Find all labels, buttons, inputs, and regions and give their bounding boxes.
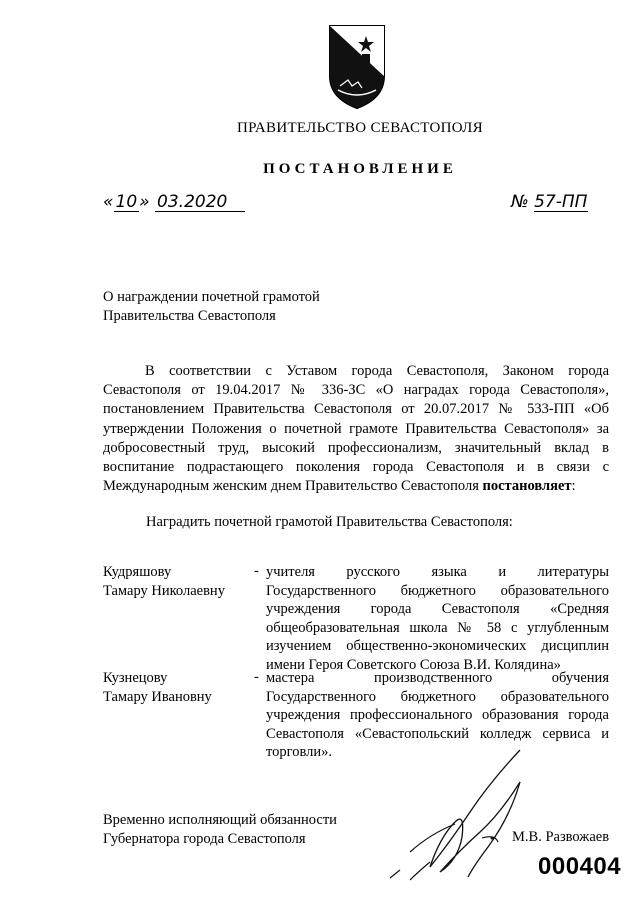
serial-number: 000404: [538, 853, 622, 880]
document-subject: [103, 288, 320, 326]
preamble-text: В соответствии с Уставом города Севастополя, Законом города Севастополя от 19.04.2017 № 336-ЗС «О наградах города Севастополя», постановлением Правительства Севастополя от 20.07.2017 № 533-ПП «Об утверждении Положения о почетной грамоте Правительства Севастополя» за добросовестный труд, высокий профессионализм, значительный вклад в воспитание подрастающего поколения города Севастополя и в связи с Международным женским днем Правительство Севастополя: [103, 363, 609, 495]
sevastopol-coat-of-arms-icon: [326, 24, 388, 110]
awardee-description: учителя русского языка и литературы Государственного бюджетного образовательного учреждения города Севастополя «Средняя общеобразовательная школа № 58 с углубленным изучением общественно-экономических дисциплин имени Героя Советского Союза В.И. Колядина»: [266, 564, 609, 673]
awardee-surname: Кудряшову: [103, 564, 172, 580]
awardee-name: [103, 669, 212, 706]
preamble-paragraph: [103, 362, 609, 496]
awardee-name: [103, 563, 225, 600]
awardee-surname: Кузнецову: [103, 670, 168, 686]
number-prefix: №: [511, 192, 529, 212]
awardee-dash: -: [254, 563, 259, 579]
awardee-dash: -: [254, 669, 259, 685]
handwritten-signature-icon: [370, 742, 540, 887]
signatory-position-line: Губернатора города Севастополя: [103, 831, 306, 847]
awardee-given-name: Тамару Ивановну: [103, 688, 212, 705]
preamble-colon: :: [571, 478, 576, 495]
document-date: « 10 » 03.2020: [103, 192, 245, 212]
subject-line: Правительства Севастополя: [103, 308, 276, 324]
subject-line: О награждении почетной грамотой: [103, 289, 320, 305]
signatory-name: М.В. Развожаев: [512, 829, 610, 845]
document-type: ПОСТАНОВЛЕНИЕ: [263, 161, 457, 177]
government-title: ПРАВИТЕЛЬСТВО СЕВАСТОПОЛЯ: [237, 120, 483, 136]
signatory-position: [103, 811, 337, 849]
signatory-position-line: Временно исполняющий обязанности: [103, 812, 337, 828]
awardee-given-name: Тамару Николаевну: [103, 582, 225, 599]
awardee-description: мастера производственного обучения Государственного бюджетного образовательного учреждения профессионального образования города Севастополя «Севастопольский колледж сервиса и торговли».: [266, 670, 609, 760]
resolution-word: постановляет: [482, 478, 572, 495]
number-value: 57-ПП: [534, 192, 588, 212]
date-day: 10: [115, 192, 138, 212]
document-number: [511, 192, 588, 212]
date-month-year: 03.2020: [155, 194, 245, 212]
award-line: Наградить почетной грамотой Правительства Севастополя:: [146, 514, 513, 530]
